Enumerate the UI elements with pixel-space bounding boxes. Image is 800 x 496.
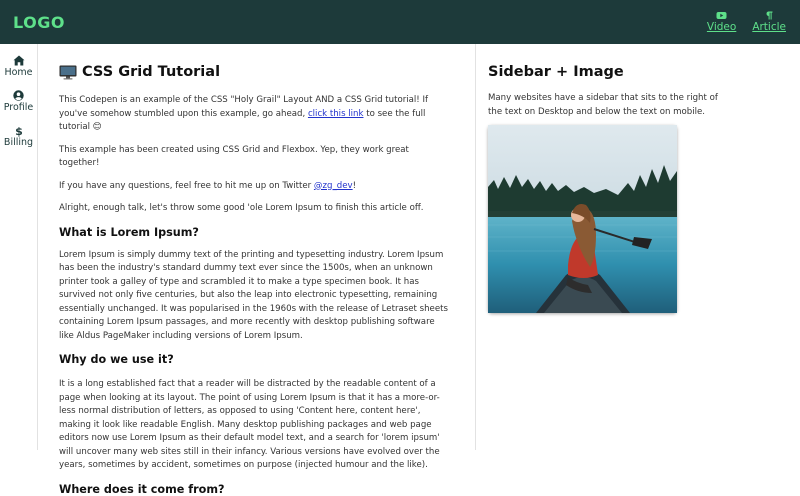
canoe-lake-image (488, 125, 677, 313)
side-nav (0, 44, 38, 450)
sidebar-item-label: Home (4, 67, 33, 78)
top-nav (707, 11, 786, 33)
paragraph-twitter (59, 180, 449, 194)
top-header (0, 0, 800, 44)
nav-link-video[interactable] (707, 11, 736, 33)
section-heading: Where does it come from? (59, 482, 225, 496)
user-icon (13, 90, 24, 101)
sidebar-item-label: Billing (3, 137, 34, 148)
sidebar-item-profile[interactable] (0, 90, 37, 113)
paragraph-lorem-intro: Alright, enough talk, let's throw some good 'ole Lorem Ipsum to finish this article off. (59, 203, 424, 213)
monitor-icon (59, 65, 77, 80)
svg-text:$: $ (14, 124, 23, 138)
twitter-link[interactable]: @zg_dev (313, 180, 353, 191)
intro-text-before: This Codepen is an example of the CSS "Holy Grail" Layout AND a CSS Grid tutorial! If you've somehow stumbled upon this example, go ahead, (59, 95, 429, 119)
paragraph-icon (765, 11, 773, 20)
youtube-icon (716, 11, 727, 20)
article-title-text: CSS Grid Tutorial (82, 64, 221, 80)
logo[interactable]: LOGO (13, 12, 65, 32)
sidebar-text: Many websites have a sidebar that sits to the right of the text on Desktop and below the text on mobile. (488, 93, 718, 117)
nav-link-video-label: Video (706, 21, 737, 33)
right-sidebar (488, 44, 718, 313)
paragraph-flexbox: This example has been created using CSS Grid and Flexbox. Yep, they work great together! (59, 144, 409, 168)
nav-link-article[interactable] (752, 11, 786, 33)
intro-paragraph (59, 94, 449, 135)
column-divider (475, 44, 476, 450)
tutorial-link[interactable]: click this link (307, 108, 364, 119)
canoe-lake-illustration (488, 125, 677, 313)
sidebar-item-label: Profile (3, 102, 34, 113)
section-heading: What is Lorem Ipsum? (59, 225, 199, 239)
article-title (59, 64, 449, 80)
section-body: Lorem Ipsum is simply dummy text of the printing and typesetting industry. Lorem Ipsum has been the industry's standard dummy text ever since the 1500s, when an unknown printer took a galley of type and scrambled it to make a type specimen book. It has survived not only five centuries, but also the leap into electronic typesetting, remaining essentially unchanged. It was popularised in the 1960s with the release of Letraset sheets containing Lorem Ipsum passages, and more recently with desktop publishing software like Aldus PageMaker including versions of Lorem Ipsum. (59, 249, 448, 341)
section-body: It is a long established fact that a reader will be distracted by the readable content of a page when looking at its layout. The point of using Lorem Ipsum is that it has a more-or-less normal distribution of letters, as opposed to using 'Content here, content here', making it look like readable English. Many desktop publishing packages and web page editors now use Lorem Ipsum as their default model text, and a search for 'lorem ipsum' will uncover many web sites still in their infancy. Various versions have evolved over the years, sometimes by accident, sometimes on purpose (injected humour and the like). (59, 379, 440, 470)
intro-text-after: to see the full tutorial 😊 (59, 108, 426, 132)
dollar-icon (15, 125, 23, 136)
sidebar-item-billing[interactable] (0, 125, 37, 148)
main-article (59, 44, 449, 496)
sidebar-item-home[interactable] (0, 55, 37, 78)
home-icon (13, 55, 25, 66)
twitter-text-after: ! (352, 180, 357, 191)
twitter-text-before: If you have any questions, feel free to hit me up on Twitter (59, 180, 314, 191)
nav-link-article-label: Article (752, 21, 786, 33)
sidebar-title: Sidebar + Image (488, 64, 624, 80)
section-heading: Why do we use it? (59, 353, 174, 366)
